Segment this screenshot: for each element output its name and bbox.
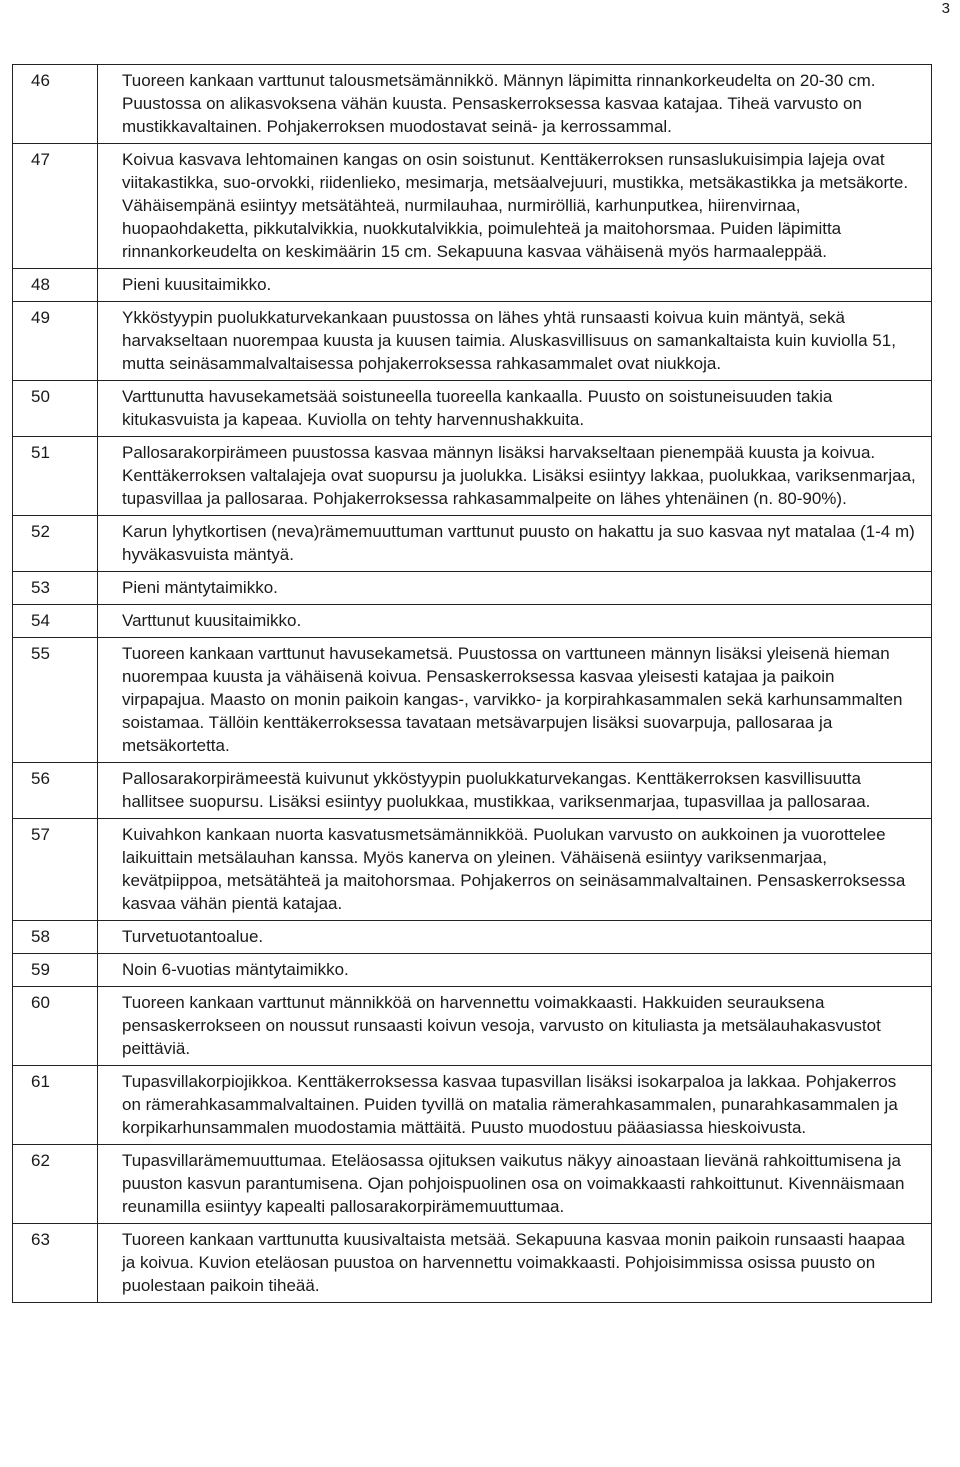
table-row (13, 819, 932, 921)
stand-number: 60 (13, 987, 98, 1066)
table-row (13, 605, 932, 638)
stand-description: Karun lyhytkortisen (neva)rämemuuttuman varttunut puusto on hakattu ja suo kasvaa nyt matalaa (1-4 m) hyväkasvuista mäntyä. (98, 516, 932, 572)
stand-number: 62 (13, 1145, 98, 1224)
stand-description: Tuoreen kankaan varttunut talousmetsämännikkö. Männyn läpimitta rinnankorkeudelta on 20-30 cm. Puustossa on alikasvoksena vähän kuusta. Pensaskerroksessa kasvaa katajaa. Tiheä varvusto on mustikkavaltainen. Pohjakerroksen muodostavat seinä- ja kerrossammal. (98, 65, 932, 144)
stand-description-table (12, 64, 932, 1303)
table-row (13, 437, 932, 516)
stand-description: Tuoreen kankaan varttunutta kuusivaltaista metsää. Sekapuuna kasvaa monin paikoin runsaasti haapaa ja koivua. Kuvion eteläosan puustoa on harvennettu voimakkaasti. Pohjoisimmissa osissa puusto on puolestaan paikoin tiheää. (98, 1224, 932, 1303)
stand-description: Tuoreen kankaan varttunut männikköä on harvennettu voimakkaasti. Hakkuiden seurauksena pensaskerrokseen on noussut runsaasti koivun vesoja, varvusto on kituliasta ja metsälauhakasvustot peittäviä. (98, 987, 932, 1066)
stand-description: Noin 6-vuotias mäntytaimikko. (98, 954, 932, 987)
stand-description: Pieni kuusitaimikko. (98, 269, 932, 302)
stand-number: 63 (13, 1224, 98, 1303)
stand-number: 56 (13, 763, 98, 819)
table-body (13, 65, 932, 1303)
stand-description: Pallosarakorpirämeestä kuivunut ykköstyypin puolukkaturvekangas. Kenttäkerroksen kasvillisuutta hallitsee suopursu. Lisäksi esiintyy puolukkaa, mustikkaa, variksenmarjaa, tupasvillaa ja pallosaraa. (98, 763, 932, 819)
stand-description: Tuoreen kankaan varttunut havusekametsä. Puustossa on varttuneen männyn lisäksi yleisenä hieman nuorempaa kuusta ja vähäisenä koivua. Pensaskerroksessa kasvaa yleisesti katajaa ja paikoin virpapajua. Maasto on monin paikoin kangas-, varvikko- ja korpirahkasammalen sekä karhunsammalten soistamaa. Tällöin kenttäkerroksessa tavataan metsävarpujen lisäksi suovarpuja, pallosaraa ja metsäkortetta. (98, 638, 932, 763)
table-row (13, 572, 932, 605)
stand-number: 53 (13, 572, 98, 605)
stand-description: Tupasvillarämemuuttumaa. Eteläosassa ojituksen vaikutus näkyy ainoastaan lievänä rahkoittumisena ja puuston kasvun parantumisena. Ojan pohjoispuolinen osa on voimakkaasti rahkoittunut. Kivennäismaan reunamilla esiintyy kapealti pallosarakorpirämemuuttumaa. (98, 1145, 932, 1224)
stand-number: 50 (13, 381, 98, 437)
stand-number: 48 (13, 269, 98, 302)
stand-number: 49 (13, 302, 98, 381)
table-row (13, 987, 932, 1066)
table-row (13, 1066, 932, 1145)
table-row (13, 1145, 932, 1224)
stand-description: Varttunut kuusitaimikko. (98, 605, 932, 638)
table-row (13, 921, 932, 954)
table-row (13, 381, 932, 437)
stand-number: 58 (13, 921, 98, 954)
stand-description: Koivua kasvava lehtomainen kangas on osin soistunut. Kenttäkerroksen runsaslukuisimpia lajeja ovat viitakastikka, suo-orvokki, riidenlieko, mesimarja, metsäalvejuuri, mustikka, metsäkastikka ja metsäkorte. Vähäisempänä esiintyy metsätähteä, nurmilauhaa, nurmirölliä, karhunputkea, hiirenvirnaa, huopaohdaketta, pikkutalvikkia, nuokkutalvikkia, poimulehteä ja maitohorsmaa. Puiden läpimitta rinnankorkeudelta on keskimäärin 15 cm. Sekapuuna kasvaa vähäisenä myös harmaaleppää. (98, 144, 932, 269)
stand-number: 51 (13, 437, 98, 516)
stand-number: 61 (13, 1066, 98, 1145)
table-row (13, 516, 932, 572)
stand-description: Pallosarakorpirämeen puustossa kasvaa männyn lisäksi harvakseltaan pienempää kuusta ja koivua. Kenttäkerroksen valtalajeja ovat suopursu ja juolukka. Lisäksi esiintyy lakkaa, puolukkaa, variksenmarjaa, tupasvillaa ja pallosaraa. Pohjakerroksessa rahkasammalpeite on lähes yhtenäinen (n. 80-90%). (98, 437, 932, 516)
stand-description: Tupasvillakorpiojikkoa. Kenttäkerroksessa kasvaa tupasvillan lisäksi isokarpaloa ja lakkaa. Pohjakerros on rämerahkasammalvaltainen. Puiden tyvillä on matalia rämerahkasammalen, punarahkasammalen ja korpikarhunsammalen muodostamia mättäitä. Puusto muodostuu pääasiassa hieskoivusta. (98, 1066, 932, 1145)
stand-description: Varttunutta havusekametsää soistuneella tuoreella kankaalla. Puusto on soistuneisuuden takia kitukasvuista ja kapeaa. Kuviolla on tehty harvennushakkuita. (98, 381, 932, 437)
table-row (13, 302, 932, 381)
page-number: 3 (941, 0, 950, 17)
stand-number: 59 (13, 954, 98, 987)
table-row (13, 269, 932, 302)
table-row (13, 1224, 932, 1303)
table-row (13, 65, 932, 144)
stand-number: 52 (13, 516, 98, 572)
table-row (13, 638, 932, 763)
stand-description: Turvetuotantoalue. (98, 921, 932, 954)
stand-number: 55 (13, 638, 98, 763)
table-row (13, 954, 932, 987)
stand-number: 47 (13, 144, 98, 269)
stand-number: 46 (13, 65, 98, 144)
stand-description: Pieni mäntytaimikko. (98, 572, 932, 605)
stand-description: Kuivahkon kankaan nuorta kasvatusmetsämännikköä. Puolukan varvusto on aukkoinen ja vuorottelee laikuittain metsälauhan kanssa. Myös kanerva on yleinen. Vähäisenä esiintyy variksenmarjaa, kevätpiippoa, metsätähteä ja maitohorsmaa. Pohjakerros on seinäsammalvaltainen. Pensaskerroksessa kasvaa vähän pientä katajaa. (98, 819, 932, 921)
table-row (13, 763, 932, 819)
stand-description: Ykköstyypin puolukkaturvekankaan puustossa on lähes yhtä runsaasti koivua kuin mäntyä, sekä harvakseltaan nuorempaa kuusta ja kuusen taimia. Aluskasvillisuus on samankaltaista kuin kuviolla 51, mutta seinäsammalvaltaisessa pohjakerroksessa rahkasammalet ovat niukkoja. (98, 302, 932, 381)
table-row (13, 144, 932, 269)
stand-number: 54 (13, 605, 98, 638)
stand-number: 57 (13, 819, 98, 921)
